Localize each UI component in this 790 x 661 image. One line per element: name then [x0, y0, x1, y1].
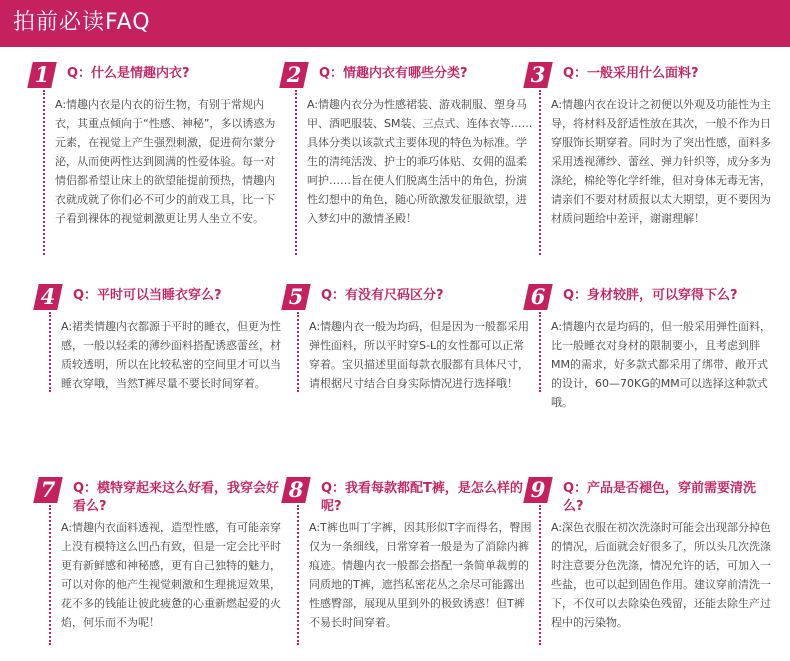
dotted-divider — [295, 90, 297, 255]
faq-number-badge: 9 — [523, 477, 553, 503]
dotted-divider — [297, 505, 299, 645]
dotted-divider — [49, 312, 51, 392]
faq-question: Q：身材较胖，可以穿得下么? — [563, 288, 738, 303]
faq-answer: A:情趣内衣面料透视，造型性感，有可能亲穿上没有模特这么凹凸有致，但是一定会比平时更有新鲜感和神秘感，更有自己独特的魅力，可以对你的他产生视觉刺激和生理挑逗效果，花不多的钱能让彼此疲惫的心重新燃起爱的火焰，何乐而不为呢！ — [61, 521, 282, 629]
faq-number-badge: 2 — [279, 62, 309, 88]
faq-answer: A:T裤也叫丁字裤，因其形似T字而得名，臀围仅为一条细线，日常穿着一般是为了消除内裤痕迹。情趣内衣一般都会搭配一条简单裁剪的同质地的T裤，遮挡私密花丛之余尽可能露出性感臀部，展现从里到外的极致诱惑！但T裤不易长时间穿着。 — [309, 521, 532, 629]
page-title: 拍前必读FAQ — [13, 10, 151, 35]
faq-answer: A:裙类情趣内衣都源于平时的睡衣，但更为性感，一般以轻柔的薄纱面料搭配诱惑蕾丝，材质较透明，所以在比较私密的空间里才可以当睡衣穿哦，当然T裤尽量不要长时间穿着。 — [61, 320, 282, 390]
faq-answer: A:情趣内衣是内衣的衍生物，有别于常规内衣，其重点倾向于“性感、神秘”，多以诱惑为元素，在视觉上产生强烈刺激，促进荷尔蒙分泌，从而使两性达到圆满的性爱体验。每一对情侣都希望让床上的欲望能提前预热，情趣内衣就成就了你们必不可少的前戏工具，比一下子看到裸体的视觉刺激更让男人坐立不安。 — [55, 98, 276, 225]
faq-number-badge: 3 — [523, 62, 553, 88]
faq-answer: A:情趣内衣分为性感裙装、游戏制服、塑身马甲、酒吧服装、SM装、三点式、连体衣等……具体分类以该款式主要体现的特色为标准。学生的清纯活泼、护士的乖巧体贴、女佣的温柔呵护……旨在使人们脱离生活中的角色，扮演性幻想中的角色，随心所欲激发征服欲望，进入梦幻中的激情圣殿！ — [307, 98, 533, 225]
faq-question: Q：有没有尺码区分? — [321, 288, 444, 303]
dotted-divider — [43, 90, 45, 255]
faq-question: Q：产品是否褪色，穿前需要清洗么? — [563, 481, 757, 514]
faq-question: Q：模特穿起来这么好看，我穿会好看么? — [73, 481, 280, 514]
faq-question: Q：情趣内衣有哪些分类? — [319, 66, 468, 81]
dotted-divider — [297, 312, 299, 392]
faq-number-badge: 5 — [281, 284, 311, 310]
faq-question: Q：什么是情趣内衣? — [67, 66, 190, 81]
faq-question: Q：平时可以当睡衣穿么? — [73, 288, 222, 303]
faq-number-badge: 7 — [33, 477, 63, 503]
faq-question: Q：我看每款都配T裤，是怎么样的呢? — [321, 481, 523, 514]
header-banner — [0, 0, 790, 47]
faq-answer: A:情趣内衣是均码的，但一般采用弹性面料，比一般睡衣对身材的限制要小，且考虑到胖MM的需求，好多款式都采用了绑带、敞开式的设计，60—70KG的MM可以选择这种款式哦。 — [551, 320, 772, 409]
faq-number-badge: 6 — [523, 284, 553, 310]
faq-answer: A:深色衣服在初次洗涤时可能会出现部分掉色的情况，后面就会好很多了，所以头几次洗涤时注意要分色洗涤，情况允许的话，可加入一些盐，也可以起到固色作用。建议穿前清洗一下，不仅可以去除染色残留，还能去除生产过程中的污染物。 — [551, 521, 772, 629]
dotted-divider — [539, 312, 541, 392]
faq-question: Q：一般采用什么面料? — [563, 66, 699, 81]
dotted-divider — [539, 90, 541, 255]
dotted-divider — [539, 505, 541, 645]
faq-number-badge: 8 — [281, 477, 311, 503]
dotted-divider — [49, 505, 51, 645]
faq-number-badge: 1 — [27, 62, 57, 88]
faq-answer: A:情趣内衣一般为均码，但是因为一般都采用弹性面料，所以平时穿S-L的女性都可以正常穿着。宝贝描述里面每款衣服都有具体尺寸，请根据尺寸结合自身实际情况进行选择哦！ — [309, 320, 530, 390]
faq-answer: A:情趣内衣在设计之初便以外观及功能性为主导，将材料及舒适性放在其次，一般不作为日穿服饰长期穿着。同时为了突出性感，面料多采用透视薄纱、蕾丝、弹力针织等，成分多为涤纶，棉纶等化学纤维，但对身体无毒无害，请亲们不要对材质报以太大期望，更不要因为材质问题给中差评，谢谢理解！ — [551, 98, 772, 225]
faq-number-badge: 4 — [33, 284, 63, 310]
